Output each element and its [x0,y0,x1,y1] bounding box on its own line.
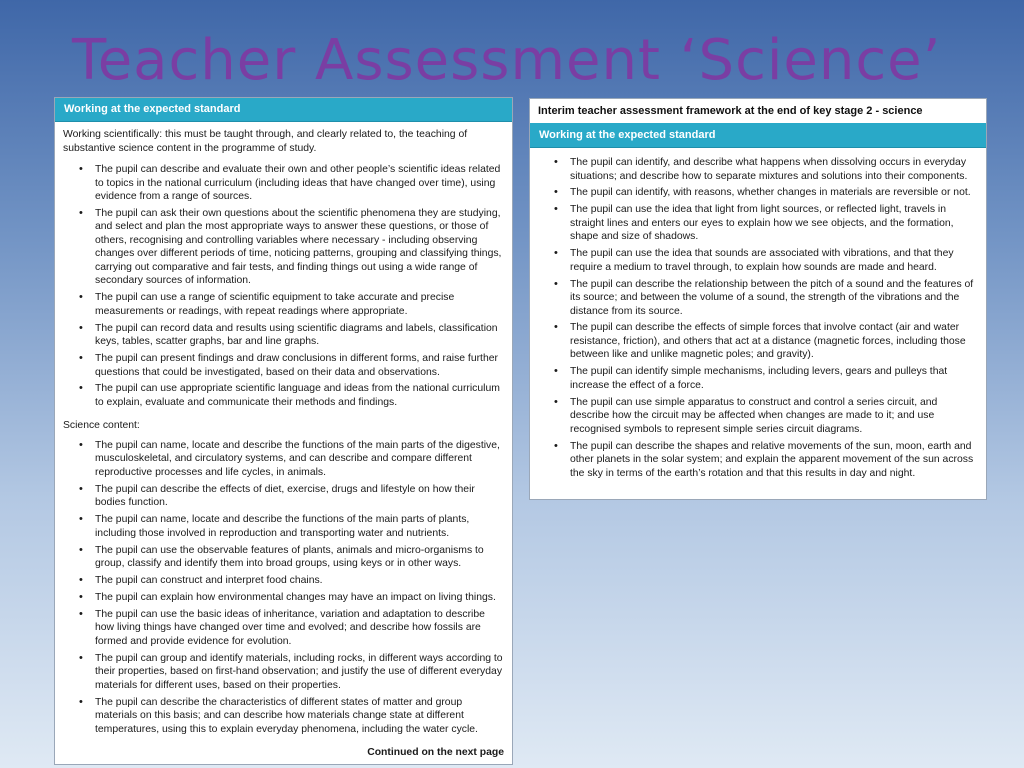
list-item: • The pupil can identify, with reasons, whether changes in materials are reversible or not. [538,186,978,200]
slide-title: Teacher Assessment ‘Science’ [72,28,942,93]
science-content-list-continued [538,156,978,480]
working-scientifically-intro: Working scientifically: this must be taught through, and clearly related to, the teaching of substantive science content in the programme of study. [63,129,468,154]
list-item: • The pupil can use the idea that sounds are associated with vibrations, and that they require a medium to travel through, to explain how sounds are made and heard. [538,247,978,274]
framework-title: Interim teacher assessment framework at the end of key stage 2 - science [530,99,986,124]
list-item: • The pupil can describe the characteristics of different states of matter and group materials on this basis; and can describe how materials change state at different temperatures, using this to explain everyday phenomena, including the water cycle. [63,696,504,737]
science-content-label: Science content: [63,420,140,432]
list-item: • The pupil can describe the effects of diet, exercise, drugs and lifestyle on how their bodies function. [63,483,504,510]
list-item: • The pupil can record data and results using scientific diagrams and labels, classification keys, tables, scatter graphs, bar and line graphs. [63,322,504,349]
list-item: • The pupil can use the idea that light from light sources, or reflected light, travels in straight lines and enters our eyes to explain how we see objects, and the formation, shape and size of shadows. [538,203,978,244]
list-item: • The pupil can use appropriate scientific language and ideas from the national curriculum to explain, evaluate and communicate their methods and findings. [63,382,504,409]
list-item: • The pupil can explain how environmental changes may have an impact on living things. [63,591,504,605]
list-item: • The pupil can group and identify materials, including rocks, in different ways according to their properties, based on first-hand observation; and justify the use of different everyday materials for different uses, based on their properties. [63,652,504,693]
list-item: • The pupil can use the observable features of plants, animals and micro-organisms to group, classify and identify them into broad groups, using keys or in other ways. [63,544,504,571]
list-item: • The pupil can identify, and describe what happens when dissolving occurs in everyday situations; and describe how to separate mixtures and solutions into their components. [538,156,978,183]
list-item: • The pupil can describe the relationship between the pitch of a sound and the features of its source; and between the volume of a sound, the strength of the vibrations and the distance from its source. [538,278,978,319]
list-item: • The pupil can describe and evaluate their own and other people’s scientific ideas related to topics in the national curriculum (including ideas that have changed over time), using evidence from a range of sources. [63,163,504,204]
list-item: • The pupil can use the basic ideas of inheritance, variation and adaptation to describe how living things have changed over time and evolved; and describe how fossils are formed and provide evidence for evolution. [63,608,504,649]
list-item: • The pupil can use simple apparatus to construct and control a series circuit, and describe how the circuit may be affected when changes are made to it; and use recognised symbols to represent simple series circuit diagrams. [538,396,978,437]
list-item: • The pupil can describe the shapes and relative movements of the sun, moon, earth and other planets in the solar system; and explain the apparent movement of the sun across the sky in terms of the earth’s rotation and that this results in day and night. [538,440,978,481]
list-item: • The pupil can identify simple mechanisms, including levers, gears and pulleys that increase the effect of a force. [538,365,978,392]
continued-note: Continued on the next page [367,747,504,758]
list-item: • The pupil can present findings and draw conclusions in different forms, and raise further questions that could be investigated, based on their data and observations. [63,352,504,379]
list-item: • The pupil can construct and interpret food chains. [63,574,504,588]
list-item: • The pupil can describe the effects of simple forces that involve contact (air and water resistance, friction), and others that act at a distance (magnetic forces, including those between like and unlike magnetic poles; and gravity). [538,321,978,362]
right-panel-content [530,148,986,480]
left-panel-content [55,122,512,736]
list-item: • The pupil can name, locate and describe the functions of the main parts of plants, including those involved in reproduction and transporting water and nutrients. [63,513,504,540]
expected-standard-panel-right [529,98,987,500]
right-panel-subheader: Working at the expected standard [530,124,986,148]
expected-standard-panel-left [54,97,513,765]
left-panel-header: Working at the expected standard [55,98,512,122]
list-item: • The pupil can use a range of scientific equipment to take accurate and precise measurements or readings, with repeat readings where appropriate. [63,291,504,318]
list-item: • The pupil can ask their own questions about the scientific phenomena they are studying, and select and plan the most appropriate ways to answer these questions, or those of others, recognising and controlling variables where necessary - including observing changes over different periods of time, noticing patterns, grouping and classifying things, carrying out comparative and fair tests, and finding things out using a wide range of secondary sources of information. [63,207,504,288]
working-scientifically-list [63,163,504,409]
science-content-list [63,439,504,736]
list-item: • The pupil can name, locate and describe the functions of the main parts of the digestive, musculoskeletal, and circulatory systems, and can describe and compare different reproductive processes and life cycles, in animals. [63,439,504,480]
